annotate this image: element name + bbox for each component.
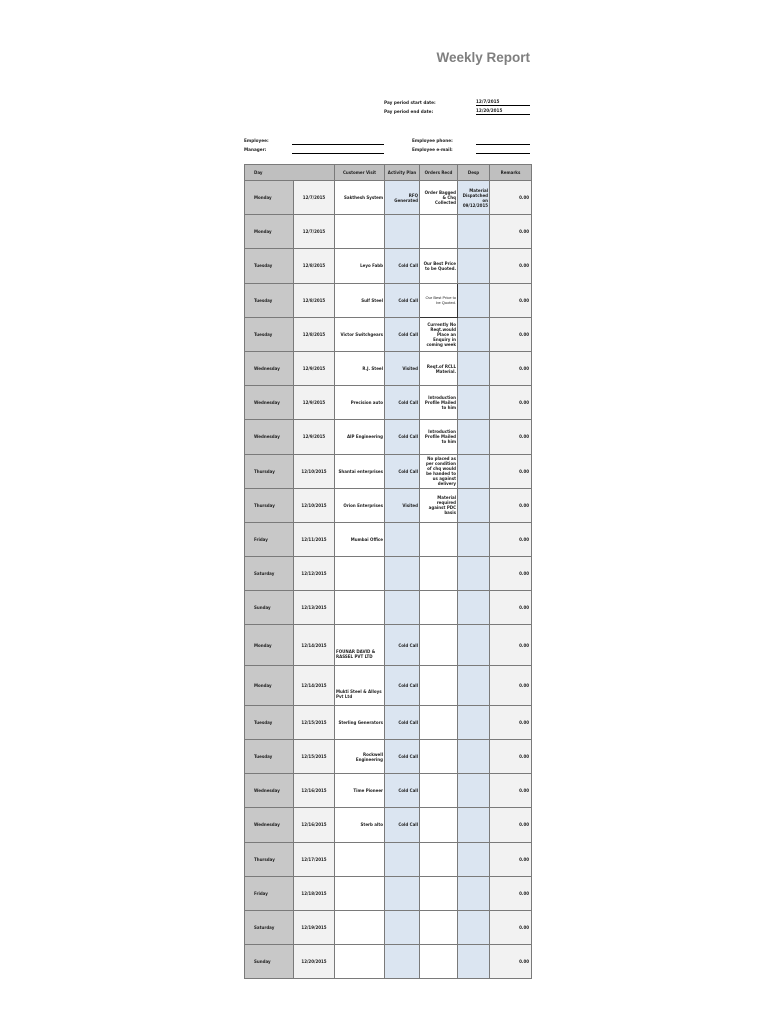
header-activity-plan: Activity Plan [385, 165, 420, 181]
remarks-cell[interactable]: 0.00 [490, 488, 532, 522]
customer-cell[interactable]: Sakthesh System [335, 181, 385, 215]
day-cell[interactable]: Tuesday [245, 283, 294, 317]
activity-cell[interactable] [385, 910, 420, 944]
remarks-cell[interactable]: 0.00 [490, 420, 532, 454]
table-row [245, 386, 532, 420]
desp-cell[interactable] [458, 386, 490, 420]
desp-cell[interactable] [458, 665, 490, 705]
day-cell[interactable]: Tuesday [245, 317, 294, 351]
manager-field[interactable] [292, 153, 384, 154]
orders-cell[interactable] [420, 557, 458, 591]
customer-cell[interactable] [335, 591, 385, 625]
date-cell[interactable]: 12/8/2015 [294, 249, 335, 283]
orders-cell[interactable]: Reqt.of RCLL Material. [420, 351, 458, 385]
activity-cell[interactable]: Cold Call [385, 283, 420, 317]
day-cell[interactable]: Tuesday [245, 249, 294, 283]
weekly-report-table [244, 164, 532, 979]
table-row [245, 488, 532, 522]
customer-cell[interactable] [335, 842, 385, 876]
activity-cell[interactable]: Visited [385, 351, 420, 385]
day-cell[interactable]: Wednesday [245, 351, 294, 385]
day-cell[interactable]: Wednesday [245, 420, 294, 454]
activity-cell[interactable] [385, 945, 420, 979]
remarks-cell[interactable]: 0.00 [490, 351, 532, 385]
date-cell[interactable]: 12/11/2015 [294, 522, 335, 556]
date-cell[interactable]: 12/16/2015 [294, 774, 335, 808]
orders-cell-selected[interactable]: Our Best Price to be Quoted. [420, 283, 458, 317]
header-desp: Desp [458, 165, 490, 181]
customer-cell[interactable]: Leyo Fabb [335, 249, 385, 283]
pay-period-start-value[interactable]: 12/7/2015 [476, 99, 530, 106]
table-row [245, 808, 532, 842]
date-cell[interactable]: 12/16/2015 [294, 808, 335, 842]
customer-cell[interactable]: Sulf Steel [335, 283, 385, 317]
desp-cell[interactable] [458, 488, 490, 522]
employee-phone-label: Employee phone: [412, 138, 453, 143]
pay-period-start-label: Pay period start date: [384, 100, 436, 105]
desp-cell[interactable] [458, 215, 490, 249]
remarks-cell[interactable]: 0.00 [490, 249, 532, 283]
date-cell[interactable]: 12/14/2015 [294, 665, 335, 705]
header-orders-recd: Orders Recd [420, 165, 458, 181]
day-cell[interactable]: Thursday [245, 842, 294, 876]
remarks-cell[interactable]: 0.00 [490, 808, 532, 842]
table-row [245, 317, 532, 351]
date-cell[interactable]: 12/19/2015 [294, 910, 335, 944]
remarks-cell[interactable]: 0.00 [490, 522, 532, 556]
table-row [245, 774, 532, 808]
table-row [245, 215, 532, 249]
date-cell[interactable]: 12/8/2015 [294, 283, 335, 317]
activity-cell[interactable]: Cold Call [385, 705, 420, 739]
orders-cell[interactable]: Introduction Profile Mailed to him [420, 386, 458, 420]
remarks-cell[interactable]: 0.00 [490, 740, 532, 774]
desp-cell[interactable] [458, 740, 490, 774]
table-row [245, 420, 532, 454]
table-row [245, 876, 532, 910]
activity-cell[interactable]: Cold Call [385, 386, 420, 420]
remarks-cell[interactable]: 0.00 [490, 876, 532, 910]
date-cell[interactable]: 12/10/2015 [294, 454, 335, 488]
customer-cell[interactable]: R.J. Steel [335, 351, 385, 385]
customer-cell[interactable]: Sterb alto [335, 808, 385, 842]
table-row [245, 283, 532, 317]
remarks-cell[interactable]: 0.00 [490, 386, 532, 420]
desp-cell[interactable] [458, 705, 490, 739]
customer-cell[interactable]: Victor Switchgears [335, 317, 385, 351]
day-cell[interactable]: Sunday [245, 591, 294, 625]
desp-cell[interactable] [458, 351, 490, 385]
orders-cell[interactable] [420, 842, 458, 876]
date-cell[interactable]: 12/13/2015 [294, 591, 335, 625]
desp-cell[interactable] [458, 557, 490, 591]
activity-cell[interactable] [385, 842, 420, 876]
day-cell[interactable]: Thursday [245, 454, 294, 488]
date-cell[interactable]: 12/15/2015 [294, 705, 335, 739]
table-row [245, 945, 532, 979]
day-cell[interactable]: Tuesday [245, 705, 294, 739]
employee-email-field[interactable] [476, 153, 530, 154]
date-cell[interactable]: 12/9/2015 [294, 386, 335, 420]
day-cell[interactable]: Saturday [245, 557, 294, 591]
desp-cell[interactable] [458, 945, 490, 979]
manager-label: Manager: [244, 147, 267, 152]
orders-cell[interactable] [420, 625, 458, 665]
desp-cell[interactable] [458, 591, 490, 625]
orders-cell[interactable] [420, 705, 458, 739]
day-cell[interactable]: Monday [245, 665, 294, 705]
table-row [245, 625, 532, 665]
activity-cell[interactable] [385, 522, 420, 556]
desp-cell[interactable] [458, 454, 490, 488]
orders-cell[interactable] [420, 945, 458, 979]
day-cell[interactable]: Friday [245, 876, 294, 910]
day-cell[interactable]: Thursday [245, 488, 294, 522]
remarks-cell[interactable]: 0.00 [490, 910, 532, 944]
customer-cell[interactable]: FOUNAR DAVID & RASSEL PVT LTD [335, 625, 385, 665]
activity-cell[interactable] [385, 591, 420, 625]
customer-cell[interactable]: Rockwell Engineering [335, 740, 385, 774]
table-row [245, 705, 532, 739]
orders-cell[interactable] [420, 665, 458, 705]
customer-cell[interactable]: Mumbai Office [335, 522, 385, 556]
header-remarks: Remarks [490, 165, 532, 181]
customer-cell[interactable] [335, 557, 385, 591]
customer-cell[interactable] [335, 910, 385, 944]
activity-cell[interactable]: Cold Call [385, 774, 420, 808]
orders-cell[interactable] [420, 740, 458, 774]
header-day: Day [245, 165, 335, 181]
desp-cell[interactable] [458, 625, 490, 665]
desp-cell[interactable] [458, 910, 490, 944]
day-cell[interactable]: Saturday [245, 910, 294, 944]
day-cell[interactable]: Wednesday [245, 808, 294, 842]
date-cell[interactable]: 12/8/2015 [294, 317, 335, 351]
date-cell[interactable]: 12/17/2015 [294, 842, 335, 876]
remarks-cell[interactable]: 0.00 [490, 625, 532, 665]
date-cell[interactable]: 12/20/2015 [294, 945, 335, 979]
table-row [245, 249, 532, 283]
activity-cell[interactable] [385, 876, 420, 910]
day-cell[interactable]: Monday [245, 181, 294, 215]
day-cell[interactable]: Wednesday [245, 386, 294, 420]
remarks-cell[interactable]: 0.00 [490, 317, 532, 351]
header-customer-visit: Customer Visit [335, 165, 385, 181]
customer-cell[interactable]: Shantai enterprises [335, 454, 385, 488]
desp-cell[interactable] [458, 317, 490, 351]
orders-cell[interactable] [420, 522, 458, 556]
date-cell[interactable]: 12/7/2015 [294, 181, 335, 215]
date-cell[interactable]: 12/18/2015 [294, 876, 335, 910]
activity-cell[interactable]: Visited [385, 488, 420, 522]
activity-cell[interactable]: Cold Call [385, 420, 420, 454]
customer-cell[interactable] [335, 215, 385, 249]
report-title: Weekly Report [436, 50, 530, 65]
orders-cell[interactable] [420, 591, 458, 625]
date-cell[interactable]: 12/10/2015 [294, 488, 335, 522]
orders-cell[interactable]: Material required against PDC basis [420, 488, 458, 522]
remarks-cell[interactable]: 0.00 [490, 454, 532, 488]
desp-cell[interactable]: Material Dispatched on 09/12/2015 [458, 181, 490, 215]
customer-cell[interactable] [335, 945, 385, 979]
employee-email-label: Employee e-mail: [412, 147, 453, 152]
orders-cell[interactable]: Introduction Profile Mailed to him [420, 420, 458, 454]
desp-cell[interactable] [458, 420, 490, 454]
desp-cell[interactable] [458, 522, 490, 556]
desp-cell[interactable] [458, 876, 490, 910]
desp-cell[interactable] [458, 249, 490, 283]
customer-cell[interactable]: Mukti Steel & Alloys Pvt Ltd [335, 665, 385, 705]
day-cell[interactable]: Sunday [245, 945, 294, 979]
day-cell[interactable]: Friday [245, 522, 294, 556]
orders-cell[interactable]: No placed as per condition of chq would be handed to us against delivery [420, 454, 458, 488]
activity-cell[interactable]: RFQ Generated [385, 181, 420, 215]
orders-cell[interactable]: Order Bagged & Chq Collected [420, 181, 458, 215]
orders-cell[interactable] [420, 910, 458, 944]
orders-cell[interactable] [420, 774, 458, 808]
activity-cell[interactable]: Cold Call [385, 454, 420, 488]
activity-cell[interactable]: Cold Call [385, 665, 420, 705]
employee-field[interactable] [292, 144, 384, 145]
remarks-cell[interactable]: 0.00 [490, 705, 532, 739]
date-cell[interactable]: 12/9/2015 [294, 420, 335, 454]
remarks-cell[interactable]: 0.00 [490, 842, 532, 876]
day-cell[interactable]: Monday [245, 215, 294, 249]
remarks-cell[interactable]: 0.00 [490, 215, 532, 249]
remarks-cell[interactable]: 0.00 [490, 665, 532, 705]
desp-cell[interactable] [458, 774, 490, 808]
remarks-cell[interactable]: 0.00 [490, 945, 532, 979]
remarks-cell[interactable]: 0.00 [490, 591, 532, 625]
orders-cell[interactable]: Our Best Price to be Quoted. [420, 249, 458, 283]
table-row [245, 557, 532, 591]
date-cell[interactable]: 12/12/2015 [294, 557, 335, 591]
date-cell[interactable]: 12/15/2015 [294, 740, 335, 774]
date-cell[interactable]: 12/9/2015 [294, 351, 335, 385]
table-row [245, 910, 532, 944]
table-row [245, 181, 532, 215]
day-cell[interactable]: Monday [245, 625, 294, 665]
table-row [245, 842, 532, 876]
activity-cell[interactable]: Cold Call [385, 625, 420, 665]
table-header-row [245, 165, 532, 181]
day-cell[interactable]: Tuesday [245, 740, 294, 774]
table-row [245, 665, 532, 705]
activity-cell[interactable] [385, 557, 420, 591]
customer-cell[interactable]: AIP Engineering [335, 420, 385, 454]
date-cell[interactable]: 12/7/2015 [294, 215, 335, 249]
table-row [245, 740, 532, 774]
customer-cell[interactable]: Precision auto [335, 386, 385, 420]
desp-cell[interactable] [458, 842, 490, 876]
desp-cell[interactable] [458, 808, 490, 842]
employee-label: Employee: [244, 138, 269, 143]
day-cell[interactable]: Wednesday [245, 774, 294, 808]
customer-cell[interactable]: Time Pioneer [335, 774, 385, 808]
customer-cell[interactable]: Sterling Generators [335, 705, 385, 739]
activity-cell[interactable]: Cold Call [385, 808, 420, 842]
table-row [245, 351, 532, 385]
customer-cell[interactable]: Orion Enterprises [335, 488, 385, 522]
activity-cell[interactable]: Cold Call [385, 317, 420, 351]
table-row [245, 454, 532, 488]
orders-cell[interactable] [420, 808, 458, 842]
table-row [245, 522, 532, 556]
remarks-cell[interactable]: 0.00 [490, 283, 532, 317]
activity-cell[interactable]: Cold Call [385, 249, 420, 283]
remarks-cell[interactable]: 0.00 [490, 774, 532, 808]
customer-cell[interactable] [335, 876, 385, 910]
desp-cell[interactable] [458, 283, 490, 317]
employee-phone-field[interactable] [476, 144, 530, 145]
date-cell[interactable]: 12/14/2015 [294, 625, 335, 665]
activity-cell[interactable]: Cold Call [385, 740, 420, 774]
remarks-cell[interactable]: 0.00 [490, 181, 532, 215]
orders-cell[interactable] [420, 215, 458, 249]
orders-cell[interactable]: Currently No Reqt.would Place an Enquiry in coming week [420, 317, 458, 351]
table-row [245, 591, 532, 625]
pay-period-end-label: Pay period end date: [384, 109, 434, 114]
pay-period-end-value[interactable]: 12/20/2015 [476, 108, 530, 115]
activity-cell[interactable] [385, 215, 420, 249]
remarks-cell[interactable]: 0.00 [490, 557, 532, 591]
orders-cell[interactable] [420, 876, 458, 910]
